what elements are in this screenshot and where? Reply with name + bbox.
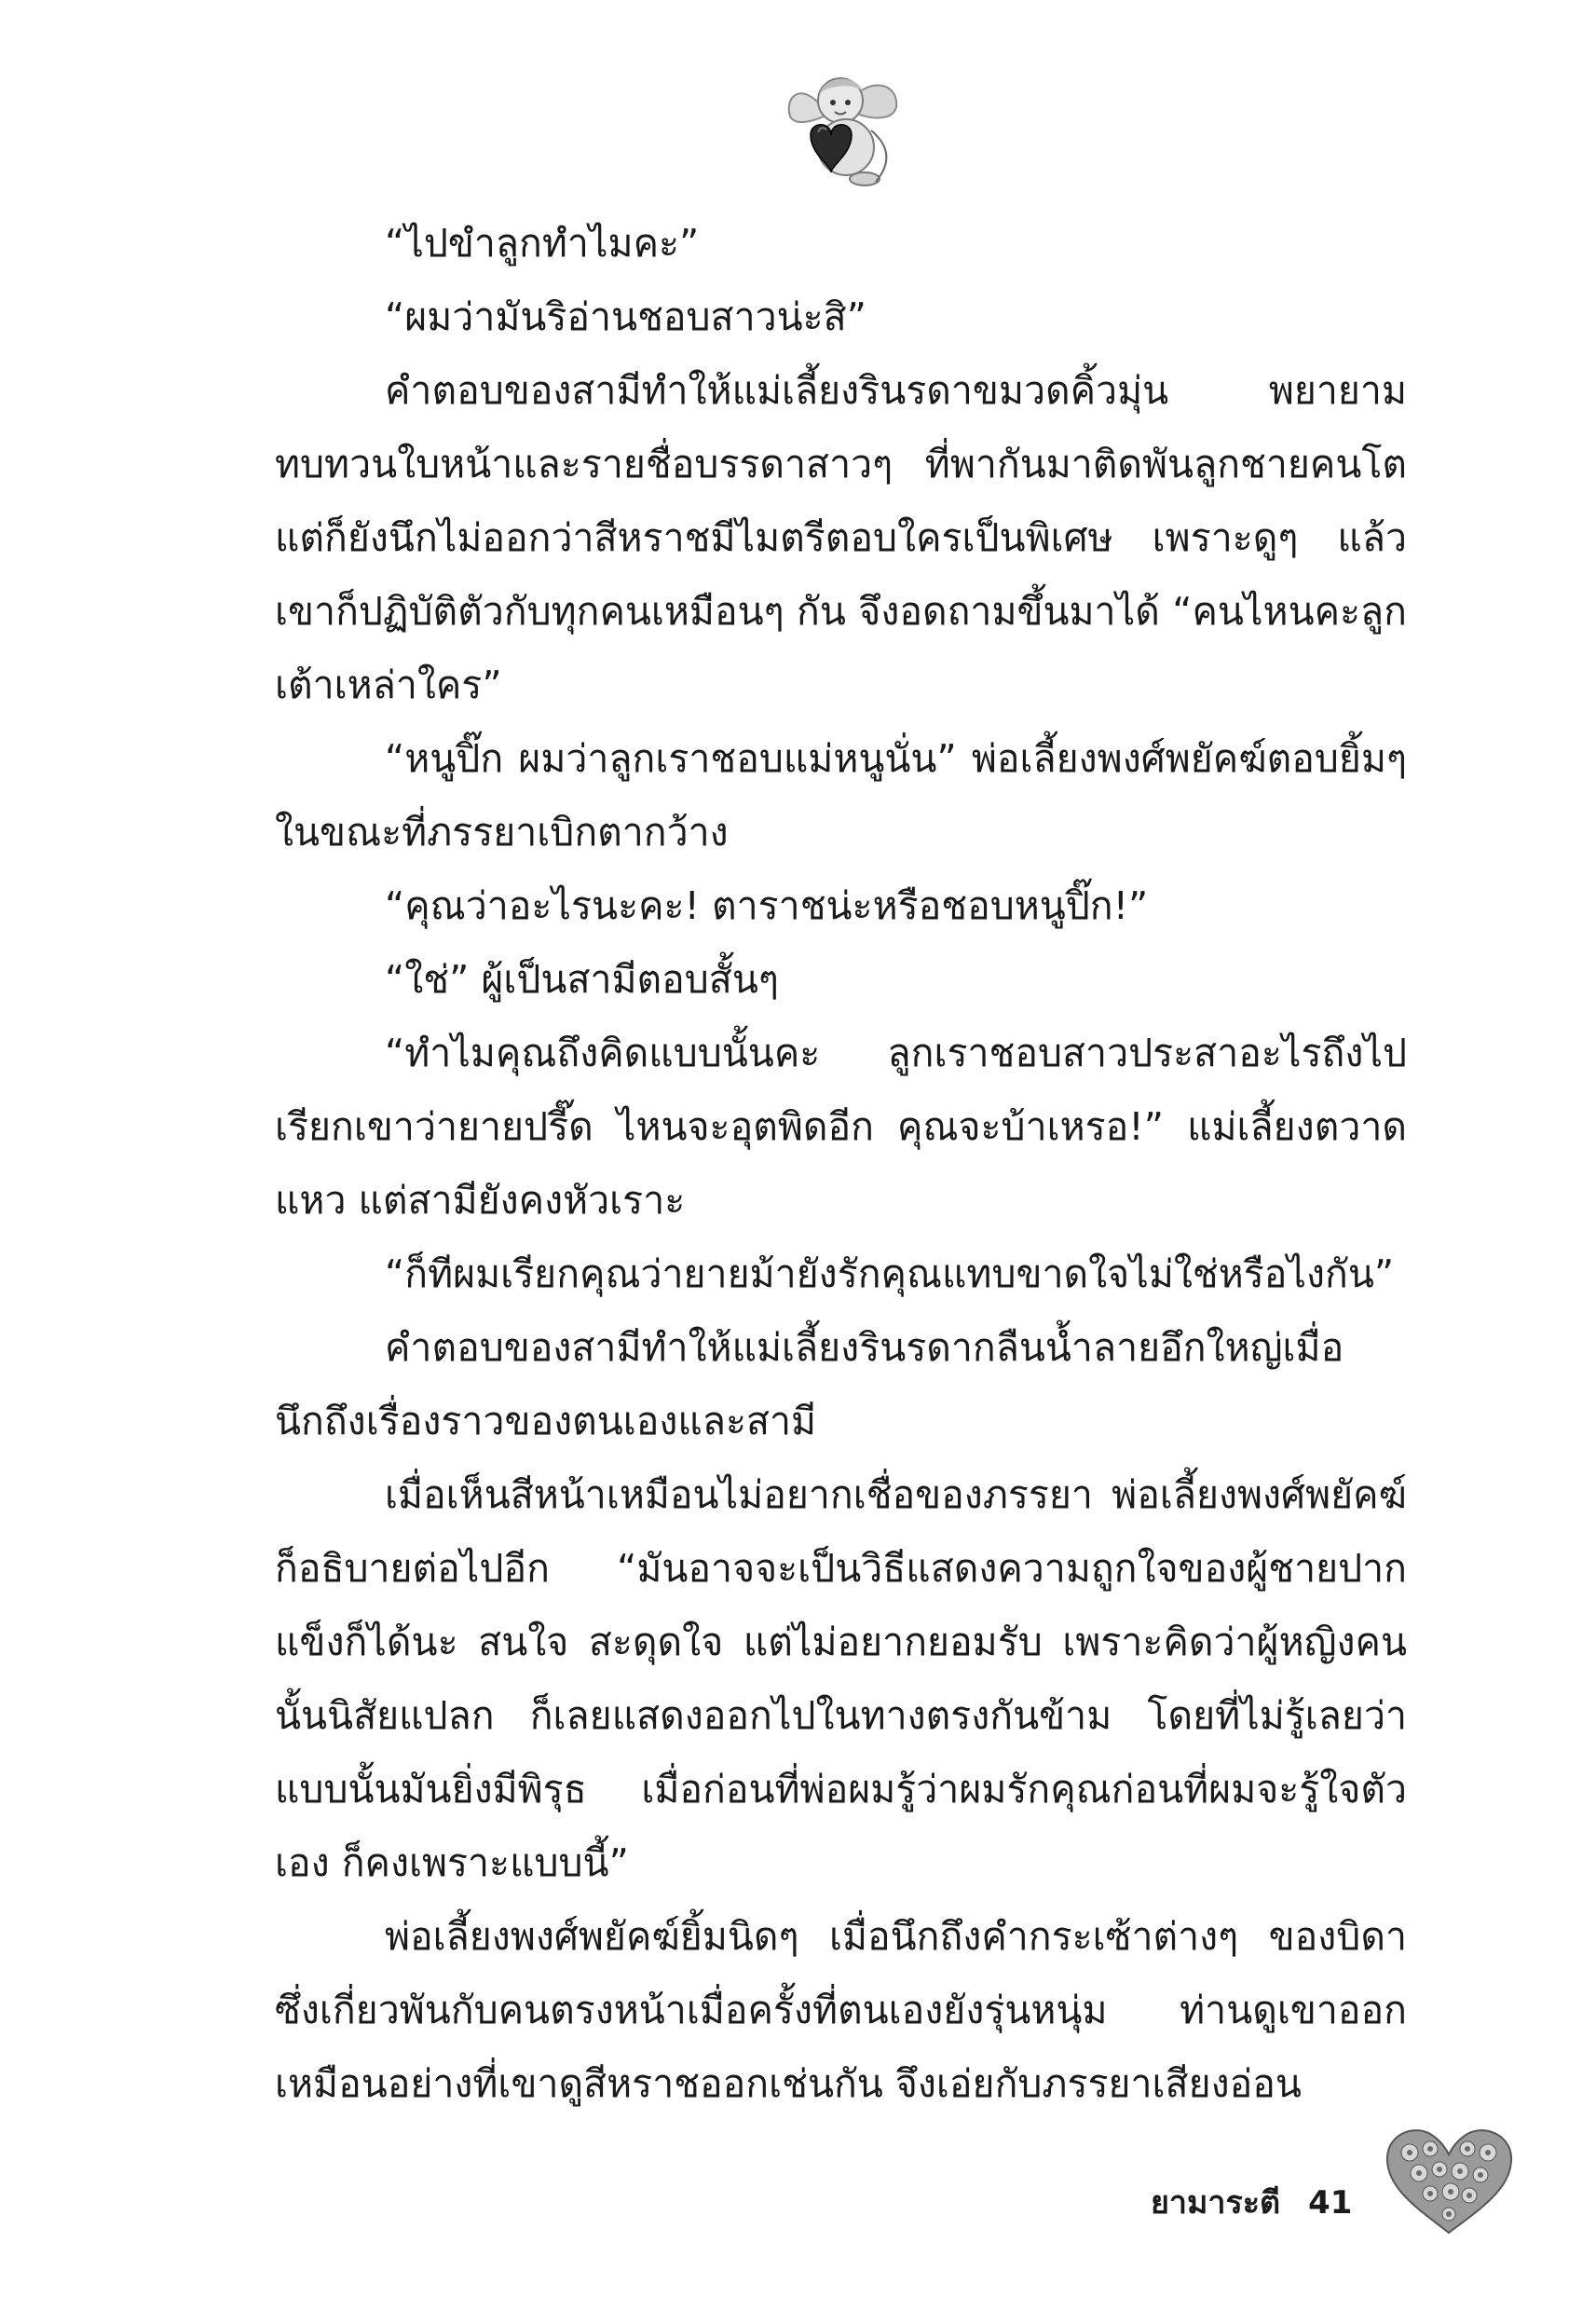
paragraph: พ่อเลี้ยงพงศ์พยัคฆ์ยิ้มนิดๆ เมื่อนึกถึงคำกระเซ้าต่างๆ ของบิดาซึ่งเกี่ยวพันกับคนตรงหน้าเมื่อครั้งที่ตนเองยังรุ่นหนุ่ม ท่านดูเขาออกเหมือนอย่างที่เขาดูสีหราชออกเช่นกัน จึงเอ่ยกับภรรยาเสียงอ่อน xyxy=(275,1914,1407,2106)
story-text xyxy=(275,207,1407,2121)
paragraph: คำตอบของสามีทำให้แม่เลี้ยงรินรดาขมวดคิ้วมุ่น พยายามทบทวนใบหน้าและรายชื่อบรรดาสาวๆ ที่พากันมาติดพันลูกชายคนโตแต่ก็ยังนึกไม่ออกว่าสีหราชมีไมตรีตอบใครเป็นพิเศษ เพราะดูๆ แล้วเขาก็ปฏิบัติตัวกับทุกคนเหมือนๆ กัน จึงอดถามขึ้นมาได้ “คนไหนคะลูกเต้าเหล่าใคร” xyxy=(275,368,1407,707)
book-title: ยามาระตี xyxy=(1151,2184,1281,2222)
paragraph: คำตอบของสามีทำให้แม่เลี้ยงรินรดากลืนน้ำลายอึกใหญ่เมื่อนึกถึงเรื่องราวของตนเองและสามี xyxy=(275,1325,1344,1443)
page-footer xyxy=(1151,2177,1352,2227)
heart-flower-icon xyxy=(1382,2121,1517,2237)
paragraph: เมื่อเห็นสีหน้าเหมือนไม่อยากเชื่อของภรรยา พ่อเลี้ยงพงศ์พยัคฆ์ก็อธิบายต่อไปอีก “มันอาจจะเป็นวิธีแสดงความถูกใจของผู้ชายปากแข็งก็ได้นะ สนใจ สะดุดใจ แต่ไม่อยากยอมรับ เพราะคิดว่าผู้หญิงคนนั้นนิสัยแปลก ก็เลยแสดงออกไปในทางตรงกันข้าม โดยที่ไม่รู้เลยว่าแบบนั้นมันยิ่งมีพิรุธ เมื่อก่อนที่พ่อผมรู้ว่าผมรักคุณก่อนที่ผมจะรู้ใจตัวเอง ก็คงเพราะแบบนี้” xyxy=(275,1472,1407,1885)
paragraph: “คุณว่าอะไรนะคะ! ตาราชน่ะหรือชอบหนูปิ๊ก!” xyxy=(385,883,1149,928)
paragraph: “ผมว่ามันริอ่านชอบสาวน่ะสิ” xyxy=(385,294,866,339)
paragraph: “ทำไมคุณถึงคิดแบบนั้นคะ ลูกเราชอบสาวประสาอะไรถึงไปเรียกเขาว่ายายปรี๊ด ไหนจะอุตพิดอีก คุณจะบ้าเหรอ!” แม่เลี้ยงตวาดแหว แต่สามียังคงหัวเราะ xyxy=(275,1031,1407,1223)
paragraph: “ใช่” ผู้เป็นสามีตอบสั้นๆ xyxy=(385,957,779,1002)
paragraph: “หนูปิ๊ก ผมว่าลูกเราชอบแม่หนูนั่น” พ่อเลี้ยงพงศ์พยัคฆ์ตอบยิ้มๆในขณะที่ภรรยาเบิกตากว้าง xyxy=(275,736,1407,855)
cupid-with-heart-icon xyxy=(783,65,904,191)
paragraph: “ไปขำลูกทำไมคะ” xyxy=(385,221,700,266)
page-number: 41 xyxy=(1308,2184,1353,2222)
paragraph: “ก็ทีผมเรียกคุณว่ายายม้ายังรักคุณแทบขาดใจไม่ใช่หรือไงกัน” xyxy=(385,1251,1395,1296)
